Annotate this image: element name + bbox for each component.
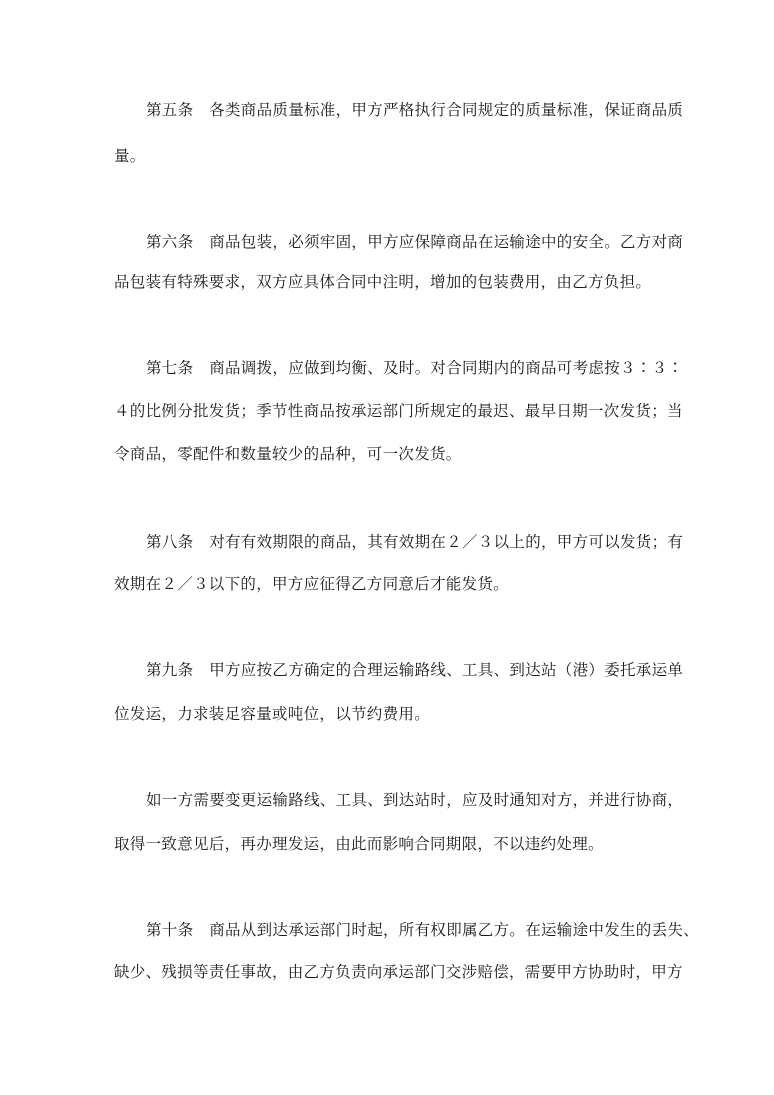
paragraph-2-line-2: 品包装有特殊要求，双方应具体合同中注明，增加的包装费用，由乙方负担。: [114, 273, 652, 291]
paragraph-6-line-1: 如一方需要变更运输路线、工具、到达站时，应及时通知对方，并进行协商，: [146, 791, 684, 809]
paragraph-6-line-2: 取得一致意见后，再办理发运，由此而影响合同期限，不以违约处理。: [114, 835, 604, 853]
paragraph-7-line-1: 第十条 商品从到达承运部门时起，所有权即属乙方。在运输途中发生的丢失、: [146, 921, 700, 939]
paragraph-4-line-1: 第八条 对有有效期限的商品，其有效期在２／３以上的，甲方可以发货；有: [146, 533, 684, 551]
paragraph-3-line-1: 第七条 商品调拨，应做到均衡、及时。对合同期内的商品可考虑按３∶３∶: [146, 359, 684, 377]
paragraph-1-line-2: 量。: [114, 147, 146, 165]
paragraph-3-line-2: ４的比例分批发货；季节性商品按承运部门所规定的最迟、最早日期一次发货；当: [114, 402, 683, 420]
paragraph-7-line-2: 缺少、残损等责任事故，由乙方负责向承运部门交涉赔偿，需要甲方协助时，甲方: [114, 963, 683, 981]
paragraph-1-line-1: 第五条 各类商品质量标准，甲方严格执行合同规定的质量标准，保证商品质: [146, 101, 684, 119]
paragraph-4-line-2: 效期在２／３以下的，甲方应征得乙方同意后才能发货。: [114, 575, 510, 593]
paragraph-2-line-1: 第六条 商品包装，必须牢固，甲方应保障商品在运输途中的安全。乙方对商: [146, 233, 684, 251]
paragraph-3-line-3: 令商品，零配件和数量较少的品种，可一次发货。: [114, 445, 462, 463]
paragraph-5-line-1: 第九条 甲方应按乙方确定的合理运输路线、工具、到达站（港）委托承运单: [146, 661, 684, 679]
paragraph-5-line-2: 位发运，力求装足容量或吨位，以节约费用。: [114, 705, 431, 723]
